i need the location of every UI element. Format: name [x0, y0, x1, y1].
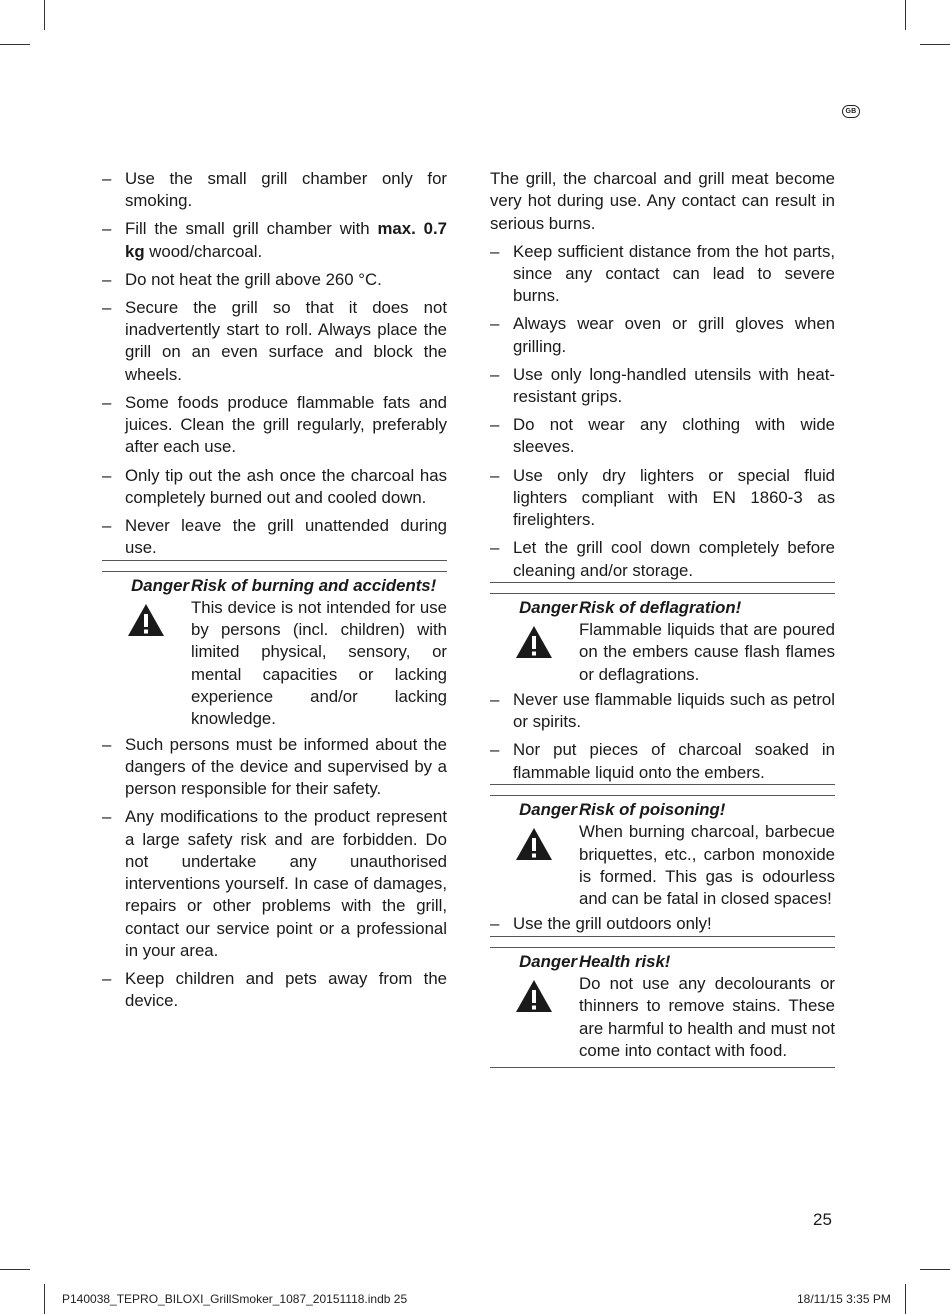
list-item	[102, 218, 447, 263]
danger-text: Do not use any decolourants or thinners to remove stains. These are harmful to health and must not come into contact with food.	[579, 974, 835, 1060]
list-item: – Do not wear any clothing with wide sleeves.	[490, 414, 835, 459]
danger-block-poisoning	[490, 796, 835, 913]
danger-block-deflagration	[490, 594, 835, 689]
list-item: – Secure the grill so that it does not inadvertently start to roll. Always place the grill on an even surface and block the wheels.	[102, 297, 447, 386]
danger-label: Danger	[519, 597, 577, 617]
list-item: – Use only long-handled utensils with heat-resistant grips.	[490, 364, 835, 409]
warning-icon	[490, 821, 578, 913]
intro-paragraph: The grill, the charcoal and grill meat become very hot during use. Any contact can result in serious burns.	[490, 169, 835, 233]
fill-rest: wood/charcoal.	[144, 241, 263, 261]
list-item: – Some foods produce flammable fats and juices. Clean the grill regularly, preferably after each use.	[102, 392, 447, 459]
list-item: – Only tip out the ash once the charcoal has completely burned out and cooled down.	[102, 465, 447, 510]
danger-title: Health risk!	[579, 951, 671, 971]
crop-mark	[905, 1284, 906, 1314]
danger-text: When burning charcoal, barbecue briquettes, etc., carbon monoxide is formed. This gas is odourless and can be fatal in closed spaces!	[579, 822, 835, 909]
danger-text: Flammable liquids that are poured on the embers cause flash flames or deflagrations.	[579, 620, 835, 684]
list-item: – Keep sufficient distance from the hot parts, since any contact can lead to severe burns.	[490, 241, 835, 308]
danger-text: This device is not intended for use by persons (incl. children) with limited physical, sensory, or mental capacities or lacking experience and/or lacking knowledge.	[191, 597, 447, 729]
list-item: – Nor put pieces of charcoal soaked in flammable liquid onto the embers.	[490, 739, 835, 784]
danger-title: Risk of burning and accidents!	[191, 575, 437, 595]
crop-mark	[920, 1269, 950, 1270]
footer-timestamp: 18/11/15 3:35 PM	[797, 1292, 891, 1306]
list-item: – Such persons must be informed about the dangers of the device and supervised by a person responsible for their safety.	[102, 734, 447, 801]
list-item: – Always wear oven or grill gloves when grilling.	[490, 313, 835, 358]
warning-icon	[490, 973, 578, 1065]
divider	[490, 1067, 835, 1068]
warning-icon	[490, 619, 578, 689]
danger-title: Risk of deflagration!	[579, 597, 742, 617]
list-item: – Use the small grill chamber only for smoking.	[102, 168, 447, 213]
danger-label: Danger	[519, 800, 577, 819]
list-item: – Let the grill cool down completely before cleaning and/or storage.	[490, 537, 835, 582]
footer-file: P140038_TEPRO_BILOXI_GrillSmoker_1087_20151118.indb 25	[62, 1292, 408, 1306]
crop-mark	[44, 0, 45, 30]
right-column	[490, 168, 835, 1068]
crop-mark	[0, 44, 30, 45]
left-column	[102, 168, 447, 1019]
warning-icon	[102, 597, 190, 734]
crop-mark	[920, 44, 950, 45]
list-item: – Keep children and pets away from the device.	[102, 968, 447, 1013]
list-item: – Do not heat the grill above 260 °C.	[102, 269, 447, 291]
list-item: – Never use flammable liquids such as petrol or spirits.	[490, 689, 835, 734]
fill-text: Fill the small grill chamber with	[125, 219, 370, 239]
danger-block-health	[490, 948, 835, 1065]
danger-block-burning	[102, 572, 447, 734]
crop-mark	[905, 0, 906, 30]
list-item: – Use only dry lighters or special fluid lighters compliant with EN 1860-3 as firelighters.	[490, 465, 835, 532]
page-number: 25	[813, 1210, 832, 1229]
crop-mark	[0, 1269, 30, 1270]
danger-label: Danger	[519, 951, 577, 971]
danger-title: Risk of poisoning!	[579, 800, 726, 819]
list-item: – Never leave the grill unattended during use.	[102, 515, 447, 560]
fill-amount: max. 0.7 kg	[125, 219, 447, 261]
list-item: – Any modifications to the product represent a large safety risk and are forbidden. Do not undertake any unauthorised interventions yourself. In case of damages, repairs or other problems with the grill, contact our service point or a professional in your area.	[102, 806, 447, 962]
list-item: – Use the grill outdoors only!	[490, 913, 835, 935]
language-badge: GB	[842, 105, 860, 118]
crop-mark	[44, 1284, 45, 1314]
danger-label: Danger	[131, 575, 189, 595]
